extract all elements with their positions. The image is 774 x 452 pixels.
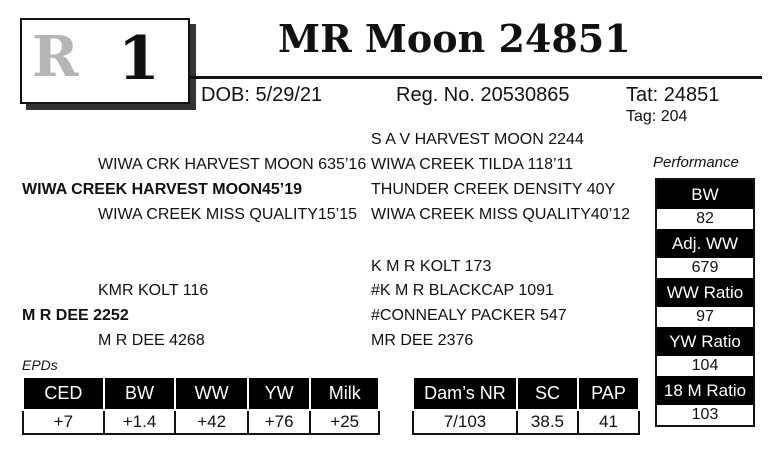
perf-header-yw-ratio: YW Ratio: [657, 327, 753, 356]
dam-stats-header-pap: PAP: [578, 377, 639, 410]
pedigree-sire-dam-dam: WIWA CREEK MISS QUALITY40’12: [371, 206, 631, 223]
epd-value-row: [23, 410, 379, 434]
pedigree-dam-sire-dam: #K M R BLACKCAP 1091: [371, 282, 554, 299]
dam-stats-value-nr: 7/103: [413, 410, 517, 434]
pedigree-dam-sire: KMR KOLT 116: [98, 282, 209, 299]
performance-label: Performance: [653, 154, 739, 171]
pedigree-sire-sire-dam: WIWA CREEK TILDA 118’11: [371, 156, 574, 173]
lot-number: 1: [118, 24, 160, 94]
dam-stats-value-pap: 41: [578, 410, 639, 434]
pedigree-sire-sire-sire: S A V HARVEST MOON 2244: [371, 131, 584, 148]
perf-value-18m-ratio: 103: [657, 405, 753, 425]
perf-value-adj-ww: 679: [657, 258, 753, 278]
epd-value-ww: +42: [175, 410, 248, 434]
epd-header-bw: BW: [104, 377, 176, 410]
dob: DOB: 5/29/21: [201, 84, 323, 106]
tattoo: Tat: 24851: [626, 84, 720, 106]
tag-number: Tag: 204: [626, 108, 688, 125]
animal-name: MR Moon 24851: [278, 16, 631, 61]
registration-number: Reg. No. 20530865: [396, 84, 570, 106]
perf-value-ww-ratio: 97: [657, 307, 753, 327]
epd-value-yw: +76: [248, 410, 311, 434]
perf-header-18m-ratio: 18 M Ratio: [657, 376, 753, 405]
pedigree-sire: WIWA CREEK HARVEST MOON45’19: [22, 181, 303, 198]
dam-stats-value-row: [413, 410, 639, 434]
pedigree-dam: M R DEE 2252: [22, 307, 129, 324]
epd-header-milk: Milk: [310, 377, 379, 410]
ranch-logo: R: [32, 24, 77, 90]
epd-header-ced: CED: [23, 377, 104, 410]
perf-value-bw: 82: [657, 209, 753, 229]
epd-value-bw: +1.4: [104, 410, 176, 434]
dam-stats-value-sc: 38.5: [517, 410, 578, 434]
performance-box: [655, 178, 755, 427]
dam-stats-header-row: [413, 377, 639, 410]
pedigree-dam-dam: M R DEE 4268: [98, 332, 205, 349]
epd-header-row: [23, 377, 379, 410]
pedigree-dam-sire-sire: K M R KOLT 173: [371, 258, 492, 275]
pedigree-sire-sire: WIWA CRK HARVEST MOON 635’16: [98, 156, 367, 173]
perf-header-bw: BW: [657, 180, 753, 209]
pedigree-dam-dam-dam: MR DEE 2376: [371, 332, 474, 349]
perf-value-yw-ratio: 104: [657, 356, 753, 376]
epd-table: [22, 376, 380, 435]
epd-header-yw: YW: [248, 377, 311, 410]
epd-header-ww: WW: [175, 377, 248, 410]
epd-value-milk: +25: [310, 410, 379, 434]
pedigree-sire-dam-sire: THUNDER CREEK DENSITY 40Y: [371, 181, 616, 198]
header-divider: [190, 76, 762, 79]
dam-stats-table: [412, 376, 640, 435]
epds-label: EPDs: [22, 357, 58, 373]
dam-stats-header-sc: SC: [517, 377, 578, 410]
lot-box: [20, 18, 190, 104]
pedigree-dam-dam-sire: #CONNEALY PACKER 547: [371, 307, 567, 324]
dam-stats-header-nr: Dam’s NR: [413, 377, 517, 410]
pedigree-sire-dam: WIWA CREEK MISS QUALITY15’15: [98, 206, 358, 223]
perf-header-ww-ratio: WW Ratio: [657, 278, 753, 307]
epd-value-ced: +7: [23, 410, 104, 434]
perf-header-adj-ww: Adj. WW: [657, 229, 753, 258]
